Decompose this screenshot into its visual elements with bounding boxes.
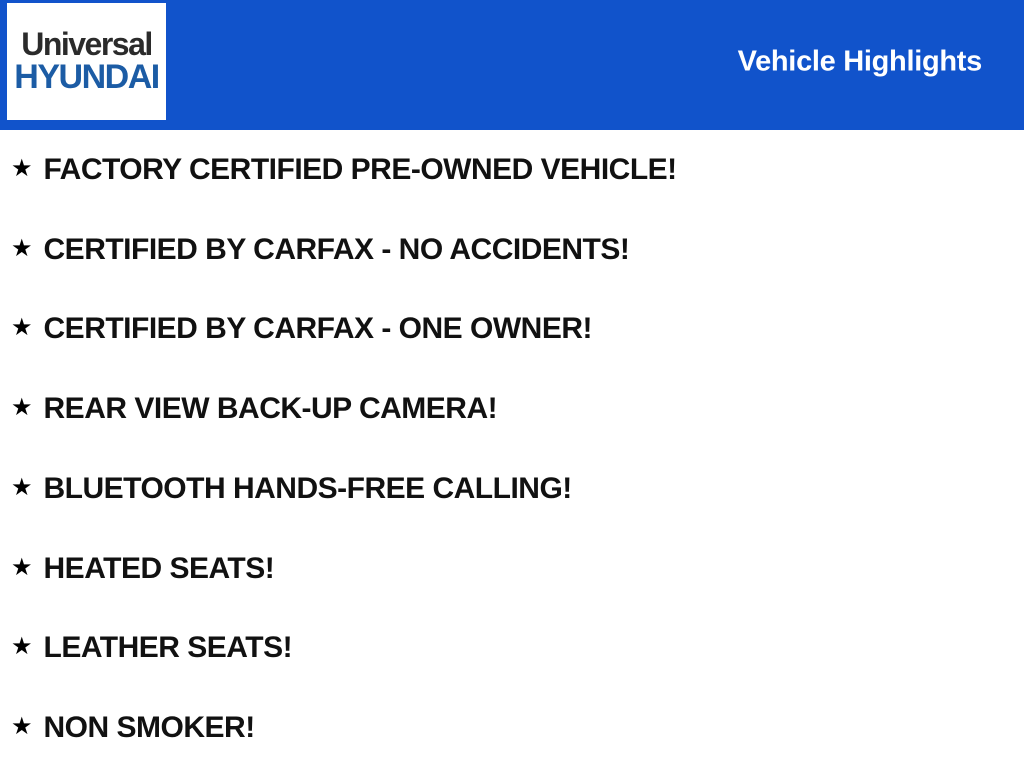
highlight-text: CERTIFIED BY CARFAX - ONE OWNER! [43,312,592,346]
star-icon: ★ [11,712,33,741]
highlights-list [0,130,1024,768]
highlight-text: BLUETOOTH HANDS-FREE CALLING! [43,471,572,505]
highlight-item [0,369,1024,449]
star-icon: ★ [11,313,33,342]
dealer-logo-name: Universal [21,25,152,62]
highlight-item [0,688,1024,768]
highlight-text: REAR VIEW BACK-UP CAMERA! [43,392,498,426]
highlight-text: CERTIFIED BY CARFAX - NO ACCIDENTS! [43,232,630,266]
highlight-text: LEATHER SEATS! [43,631,293,665]
highlight-text: HEATED SEATS! [43,551,275,585]
dealer-logo [7,3,166,120]
star-icon: ★ [11,233,33,262]
page-title: Vehicle Highlights [737,45,982,78]
highlight-text: NON SMOKER! [43,711,255,745]
dealer-logo-brand: HYUNDAI [14,57,159,96]
star-icon: ★ [11,552,33,581]
star-icon: ★ [11,393,33,422]
header-bar [0,0,1024,130]
star-icon: ★ [11,153,33,182]
star-icon: ★ [11,632,33,661]
highlight-item [0,609,1024,689]
star-icon: ★ [11,472,33,501]
highlight-item [0,210,1024,290]
highlight-item [0,449,1024,529]
highlight-item [0,130,1024,210]
highlight-item [0,529,1024,609]
highlight-item [0,290,1024,370]
highlight-text: FACTORY CERTIFIED PRE-OWNED VEHICLE! [43,152,677,186]
